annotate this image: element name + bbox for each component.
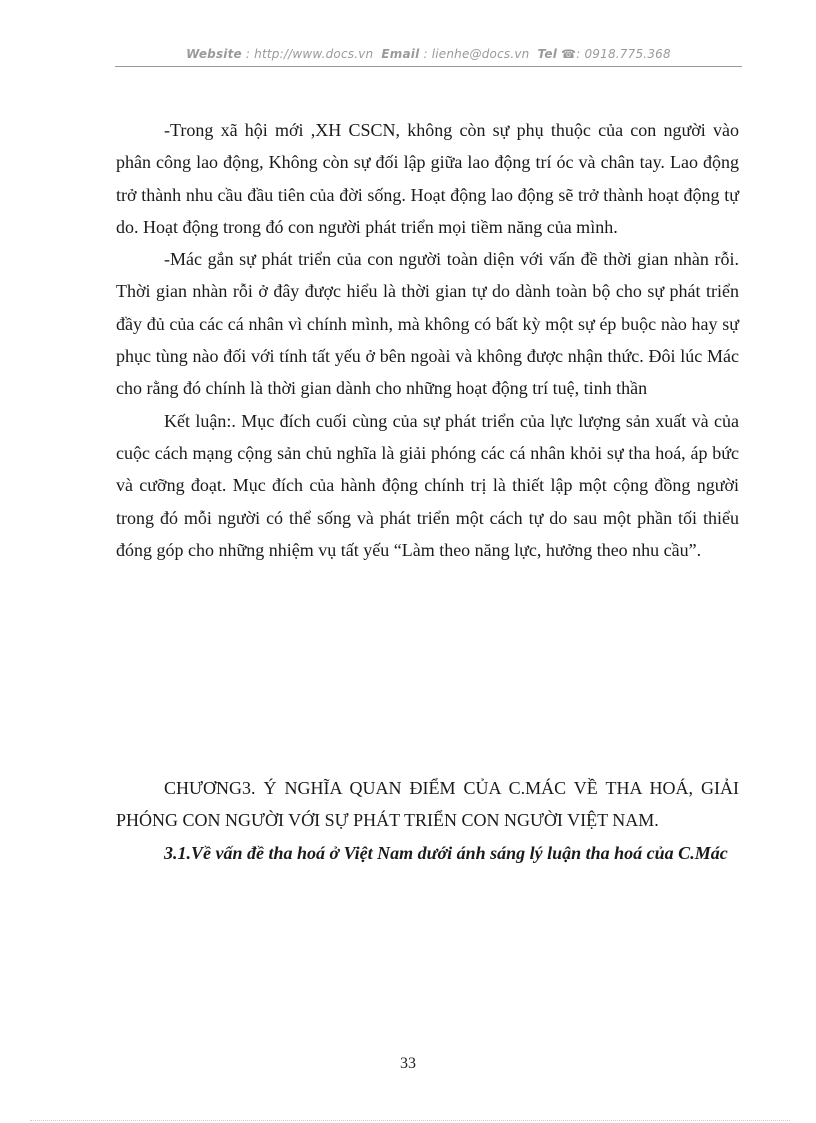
header-divider [115, 66, 742, 67]
paragraph: Kết luận:. Mục đích cuối cùng của sự phát triển của lực lượng sản xuất và của cuộc cách mạng cộng sản chủ nghĩa là giải phóng các cá nhân khỏi sự tha hoá, áp bức và cưỡng đoạt. Mục đích của hành động chính trị là thiết lập một cộng đồng người trong đó mỗi người có thể sống và phát triển một cách tự do sau một phần tối thiểu đóng góp cho những nhiệm vụ tất yếu “Làm theo năng lực, hưởng theo nhu cầu”. [116, 410, 739, 560]
tel-label: Tel [537, 47, 558, 61]
document-body [116, 114, 739, 869]
tel-number: : 0918.775.368 [576, 47, 671, 61]
page-number: 33 [400, 1055, 416, 1072]
paragraph: -Mác gắn sự phát triển của con người toàn diện với vấn đề thời gian nhàn rỗi. Thời gian nhàn rỗi ở đây được hiểu là thời gian tự do dành toàn bộ cho sự phát triển đầy đủ của các cá nhân vì chính mình, mà không có bất kỳ một sự ép buộc nào hay sự phục tùng nào đối với tính tất yếu ở bên ngoài và không được nhận thức. Đôi lúc Mác cho rằng đó chính là thời gian dành cho những hoạt động trí tuệ, tinh thần [116, 249, 739, 399]
website-label: Website [186, 47, 242, 61]
page-bottom-divider [30, 1120, 790, 1121]
section-heading: 3.1.Về vấn đề tha hoá ở Việt Nam dưới ánh sáng lý luận tha hoá của C.Mác [164, 842, 728, 863]
paragraph: -Trong xã hội mới ,XH CSCN, không còn sự phụ thuộc của con người vào phân công lao động, Không còn sự đối lập giữa lao động trí óc và chân tay. Lao động trở thành nhu cầu đầu tiên của đời sống. Hoạt động lao động sẽ trở thành hoạt động tự do. Hoạt động trong đó con người phát triển mọi tiềm năng của mình. [116, 120, 739, 237]
website-url: : http://www.docs.vn [245, 47, 374, 61]
chapter-heading: CHƯƠNG3. Ý NGHĨA QUAN ĐIỂM CỦA C.MÁC VỀ THA HOÁ, GIẢI PHÓNG CON NGƯỜI VỚI SỰ PHÁT TRIỂN CON NGƯỜI VIỆT NAM. [116, 778, 739, 831]
email-label: Email [381, 47, 420, 61]
blank-space [116, 566, 739, 772]
page-header [115, 47, 742, 61]
email-address: : lienhe@docs.vn [423, 47, 530, 61]
phone-icon: ☎ [561, 47, 577, 61]
